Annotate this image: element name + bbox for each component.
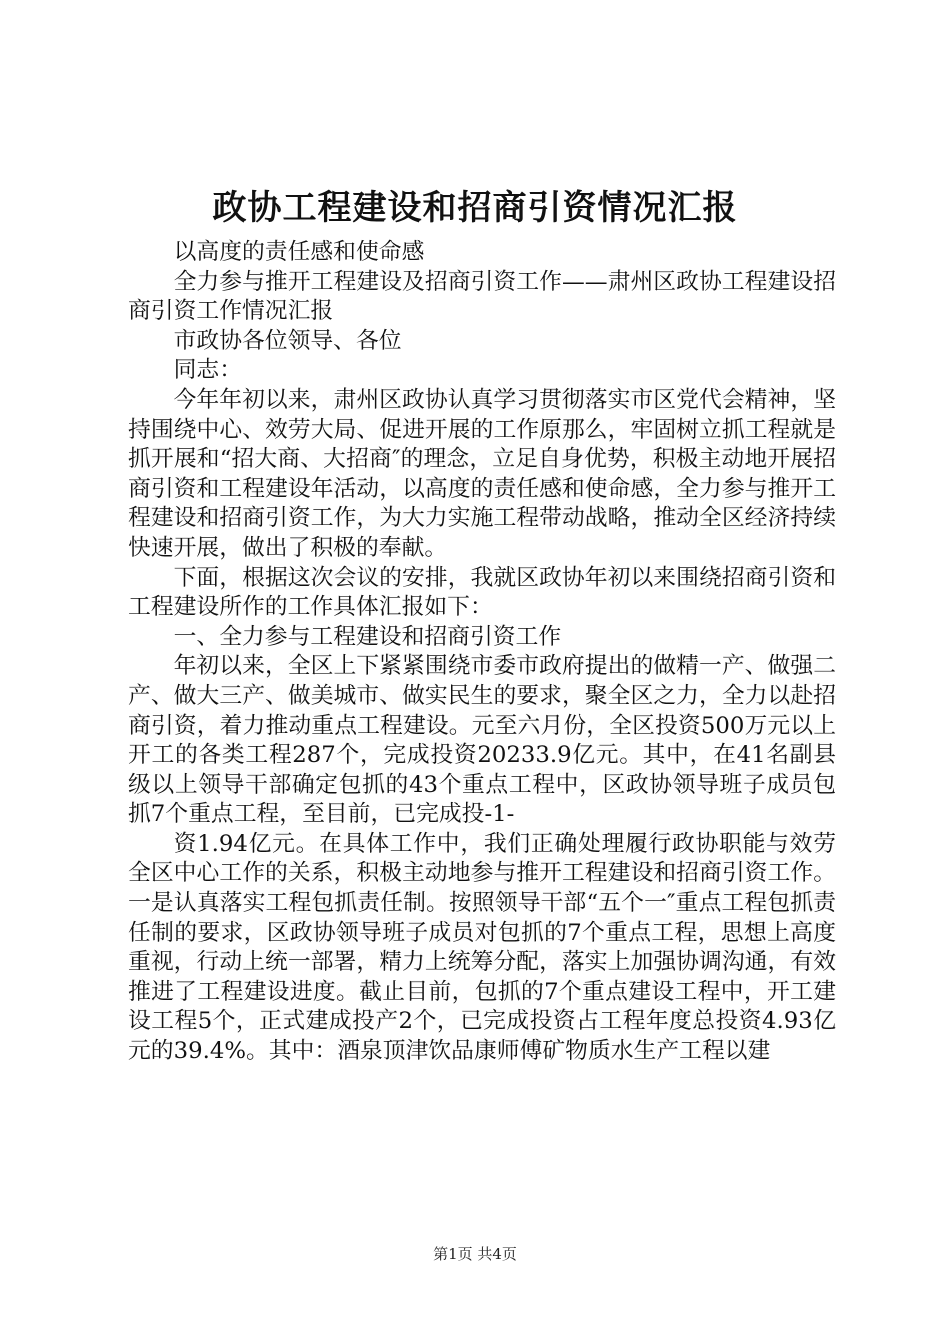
page-number-footer: 第1页 共4页 (433, 1245, 517, 1263)
body-paragraph: 资1.94亿元。在具体工作中，我们正确处理履行政协职能与效劳全区中心工作的关系，积极主动地参与推开工程建设和招商引资工作。一是认真落实工程包抓责任制。按照领导干部“五个一″重点工程包抓责任制的要求，区政协领导班子成员对包抓的7个重点工程，思想上高度重视，行动上统一部署，精力上统筹分配，落实上加强协调沟通，有效推进了工程建设进度。截止目前，包抓的7个重点建设工程中，开工建设工程5个，正式建成投产2个，已完成投资占工程年度总投资4.93亿元的39.4%。其中：酒泉顶津饮品康师傅矿物质水生产工程以建 (128, 830, 836, 1065)
body-paragraph: 年初以来，全区上下紧紧围绕市委市政府提出的做精一产、做强二产、做大三产、做美城市、做实民生的要求，聚全区之力，全力以赴招商引资，着力推动重点工程建设。元至六月份，全区投资500万元以上开工的各类工程287个，完成投资20233.9亿元。其中，在41名副县级以上领导干部确定包抓的43个重点工程中，区政协领导班子成员包抓7个重点工程，至目前，已完成投-1- (128, 653, 836, 828)
salutation-line-1: 市政协各位领导、各位 (173, 327, 402, 354)
salutation-line-2: 同志： (173, 357, 242, 384)
document-title: 政协工程建设和招商引资情况汇报 (212, 188, 738, 228)
body-paragraph: 今年年初以来，肃州区政协认真学习贯彻落实市区党代会精神，坚持围绕中心、效劳大局、促进开展的工作原那么，牢固树立抓工程就是抓开展和“招大商、大招商″的理念，立足自身优势，积极主动地开展招商引资和工程建设年活动，以高度的责任感和使命感，全力参与推开工程建设和招商引资工作，为大力实施工程带动战略，推动全区经济持续快速开展，做出了积极的奉献。 (128, 386, 836, 561)
document-body (128, 238, 836, 1067)
body-paragraph: 下面，根据这次会议的安排，我就区政协年初以来围绕招商引资和工程建设所作的工作具体汇报如下： (128, 564, 836, 621)
section-heading: 一、全力参与工程建设和招商引资工作 (173, 623, 562, 650)
subtitle-line-1: 以高度的责任感和使命感 (173, 239, 425, 265)
subtitle-line-2: 全力参与推开工程建设及招商引资工作——肃州区政协工程建设招商引资工作情况汇报 (128, 268, 836, 325)
